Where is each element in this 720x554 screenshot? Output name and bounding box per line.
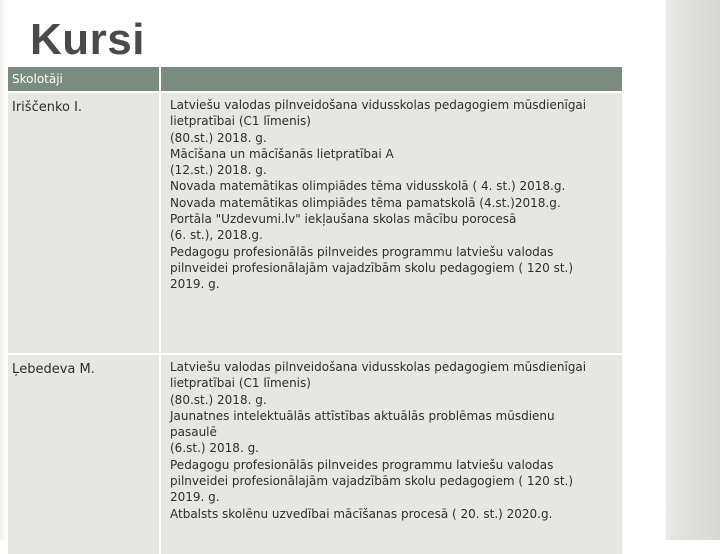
page-title: Kursi bbox=[30, 15, 145, 64]
column-header-courses bbox=[160, 67, 622, 92]
course-line: 2019. g. bbox=[170, 490, 220, 505]
column-header-teachers: Skolotāji bbox=[8, 67, 160, 92]
course-line: Jaunatnes intelektuālās attīstības aktuālās problēmas mūsdienu bbox=[170, 408, 555, 423]
table-header-row bbox=[8, 67, 622, 92]
course-line: (12.st.) 2018. g. bbox=[170, 163, 267, 178]
teacher-name: Ļebedeva M. bbox=[8, 354, 160, 554]
course-line: lietpratībai (C1 līmenis) bbox=[170, 376, 311, 391]
course-list bbox=[160, 92, 622, 354]
course-line: Latviešu valodas pilnveidošana vidusskolas pedagogiem mūsdienīgai bbox=[170, 360, 587, 374]
course-line: Atbalsts skolēnu uzvedībai mācīšanas procesā ( 20. st.) 2020.g. bbox=[170, 506, 553, 521]
course-line: Novada matemātikas olimpiādes tēma pamatskolā (4.st.)2018.g. bbox=[170, 195, 561, 210]
course-line: (80.st.) 2018. g. bbox=[170, 392, 267, 407]
courses-table bbox=[8, 67, 622, 554]
course-line: (80.st.) 2018. g. bbox=[170, 130, 267, 145]
course-list bbox=[160, 354, 622, 554]
table-row bbox=[8, 354, 622, 554]
course-line: Pedagogu profesionālās pilnveides programmu latviešu valodas bbox=[170, 244, 554, 259]
course-line: Pedagogu profesionālās pilnveides programmu latviešu valodas bbox=[170, 457, 554, 472]
course-line: pilnveidei profesionālajām vajadzībām skolu pedagogiem ( 120 st.) bbox=[170, 474, 574, 489]
course-line: pasaulē bbox=[170, 425, 217, 440]
course-line: Portāla "Uzdevumi.lv" iekļaušana skolas mācību porocesā bbox=[170, 212, 517, 227]
course-line: Latviešu valodas pilnveidošana vidusskolas pedagogiem mūsdienīgai bbox=[170, 98, 587, 112]
course-line: 2019. g. bbox=[170, 277, 220, 292]
table-row bbox=[8, 92, 622, 354]
course-line: (6. st.), 2018.g. bbox=[170, 228, 263, 243]
course-line: (6.st.) 2018. g. bbox=[170, 441, 259, 456]
left-edge-shade bbox=[0, 0, 6, 540]
course-line: Novada matemātikas olimpiādes tēma vidusskolā ( 4. st.) 2018.g. bbox=[170, 179, 566, 194]
course-line: lietpratībai (C1 līmenis) bbox=[170, 114, 311, 129]
course-line: pilnveidei profesionālajām vajadzībām skolu pedagogiem ( 120 st.) bbox=[170, 260, 574, 275]
right-decorative-strip bbox=[666, 0, 720, 540]
teacher-name: Iriščenko I. bbox=[8, 92, 160, 354]
course-line: Mācīšana un mācīšanās lietpratībai A bbox=[170, 146, 394, 161]
